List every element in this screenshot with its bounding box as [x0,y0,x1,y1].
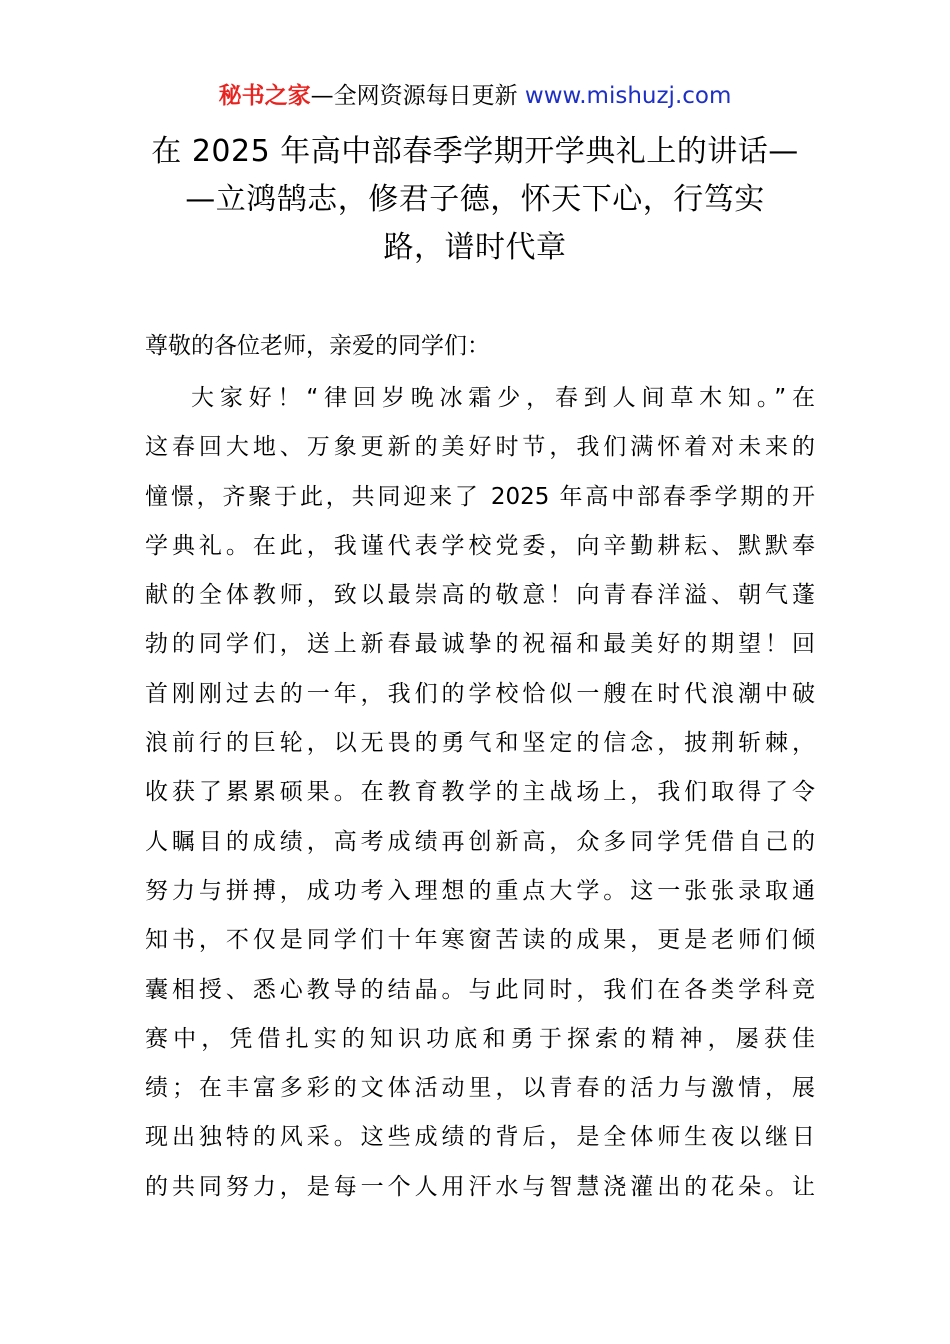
title-line: —立鸿鹄志，修君子德，怀天下心，行笃实 [185,182,765,217]
paragraph-line: 的共同努力，是每一个人用汗水与智慧浇灌出的花朵。让 [145,1173,815,1200]
paragraph-line: 勃的同学们，送上新春最诚挚的祝福和最美好的期望！回 [145,631,815,658]
paragraph-line: 人瞩目的成绩，高考成绩再创新高，众多同学凭借自己的 [145,828,815,855]
paragraph-line: 现出独特的风采。这些成绩的背后，是全体师生夜以继日 [145,1124,815,1151]
brand-name: 秘书之家 [218,83,311,109]
title-line: 路，谱时代章 [383,230,567,265]
paragraph-line: 知书，不仅是同学们十年寒窗苦读的成果，更是老师们倾 [145,927,815,954]
site-header [0,80,950,112]
page-title [140,128,810,272]
paragraph-line: 绩；在丰富多彩的文体活动里，以青春的活力与激情，展 [145,1075,815,1102]
paragraph-line: 这春回大地、万象更新的美好时节，我们满怀着对未来的 [145,434,815,461]
paragraph-line: 学典礼。在此，我谨代表学校党委，向辛勤耕耘、默默奉 [145,532,815,559]
paragraph-line: 憧憬，齐聚于此，共同迎来了 2025 年高中部春季学期的开 [145,483,815,510]
paragraph-line: 收获了累累硕果。在教育教学的主战场上，我们取得了令 [145,779,815,806]
body-paragraph [145,374,815,1212]
site-url-link[interactable]: www.mishuzj.com [524,83,732,109]
paragraph-line: 大家好！“律回岁晚冰霜少，春到人间草木知。”在 [191,385,815,411]
paragraph-line: 浪前行的巨轮，以无畏的勇气和坚定的信念，披荆斩棘， [145,730,815,757]
paragraph-line: 囊相授、悉心教导的结晶。与此同时，我们在各类学科竞 [145,976,815,1003]
paragraph-line: 努力与拼搏，成功考入理想的重点大学。这一张张录取通 [145,877,815,904]
paragraph-line: 献的全体教师，致以最崇高的敬意！向青春洋溢、朝气蓬 [145,582,815,609]
paragraph-line: 首刚刚过去的一年，我们的学校恰似一艘在时代浪潮中破 [145,680,815,707]
paragraph-line: 赛中，凭借扎实的知识功底和勇于探索的精神，屡获佳 [145,1025,815,1052]
title-line: 在 2025 年高中部春季学期开学典礼上的讲话— [151,134,799,169]
salutation: 尊敬的各位老师，亲爱的同学们： [145,333,490,359]
header-tagline: —全网资源每日更新 [310,83,518,109]
